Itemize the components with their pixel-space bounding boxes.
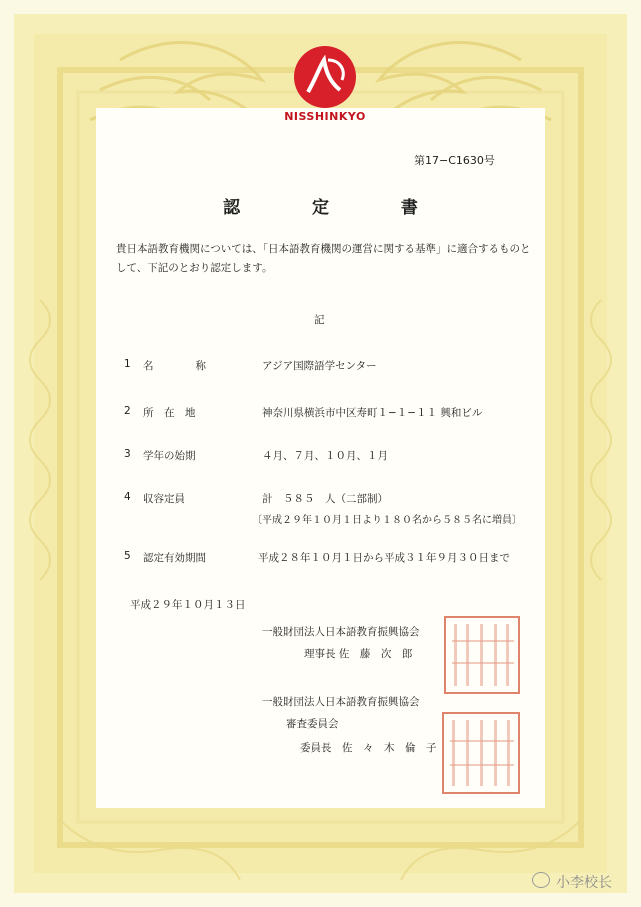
item-1-value: アジア国際語学センター bbox=[262, 360, 377, 372]
title-char-2: 定 bbox=[312, 198, 329, 218]
item-2-number: 2 bbox=[124, 405, 131, 417]
logo-brand-text: NISSHINKYO bbox=[284, 110, 366, 123]
seal-stamp-2 bbox=[442, 712, 520, 794]
item-3-value: ４月、７月、１０月、１月 bbox=[262, 450, 388, 462]
ki-heading: 記 bbox=[314, 314, 325, 326]
item-5-value: 平成２８年１０月１日から平成３１年９月３０日まで bbox=[258, 552, 510, 564]
item-2-label: 所 在 地 bbox=[143, 407, 196, 419]
item-2-value: 神奈川県横浜市中区寿町１−１−１１ 興和ビル bbox=[262, 407, 483, 419]
item-1-number: 1 bbox=[124, 358, 131, 370]
item-4-number: 4 bbox=[124, 491, 131, 503]
item-1-label: 名 称 bbox=[143, 360, 206, 372]
title-char-3: 書 bbox=[400, 198, 418, 218]
signer-2-committee: 審査委員会 bbox=[286, 718, 339, 730]
issue-date: 平成２９年１０月１３日 bbox=[130, 599, 246, 611]
signer-2-org: 一般財団法人日本語教育振興協会 bbox=[262, 696, 420, 708]
item-5-number: 5 bbox=[124, 550, 131, 562]
item-4-value: 計 ５８５ 人（二部制） bbox=[262, 493, 388, 505]
signer-2-role: 委員長 佐 々 木 倫 子 bbox=[300, 742, 437, 754]
nisshinkyo-logo-icon bbox=[294, 46, 356, 108]
intro-paragraph: 貴日本語教育機関については、「日本語教育機関の運営に関する基準」に適合するものとして、下記のとおり認定します。 bbox=[116, 243, 531, 274]
title-char-1: 認 bbox=[223, 198, 241, 218]
watermark bbox=[532, 870, 632, 892]
item-4-note: 〔平成２９年１０月１日より１８０名から５８５名に増員〕 bbox=[252, 515, 522, 526]
item-3-label: 学年の始期 bbox=[143, 450, 196, 462]
signer-1-role: 理事長 佐 藤 次 郎 bbox=[304, 648, 413, 660]
certificate-title bbox=[0, 193, 641, 218]
document-number: 第17−C1630号 bbox=[414, 154, 495, 167]
wechat-icon bbox=[532, 872, 550, 888]
item-3-number: 3 bbox=[124, 448, 131, 460]
seal-stamp-1 bbox=[444, 616, 520, 694]
item-4-label: 収容定員 bbox=[143, 493, 185, 505]
item-5-label: 認定有効期間 bbox=[143, 552, 206, 564]
watermark-text: 小李校长 bbox=[556, 875, 612, 891]
signer-1-org: 一般財団法人日本語教育振興協会 bbox=[262, 626, 420, 638]
